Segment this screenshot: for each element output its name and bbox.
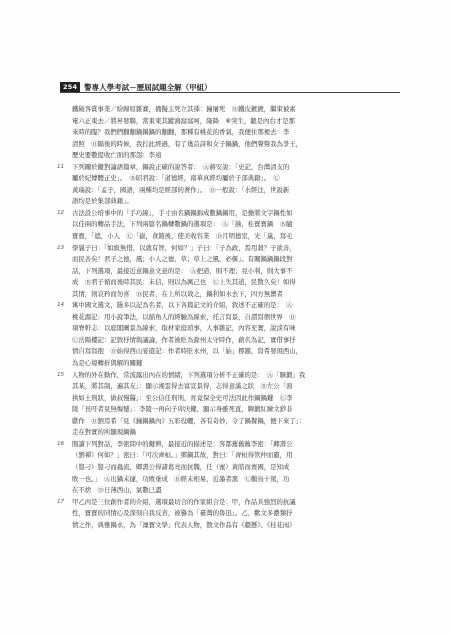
text-line: 性，寶寶的同情心及深刻自我反省，被譽為「臺灣的魯迅」。乙，歡文多濃類抒 [72, 509, 293, 518]
text-line: Ⓒ岳陽樓記：記敘抒情與議論，作者被貶為滁州太守時作，藉名為記，實借事抒 [72, 335, 296, 344]
text-line: 成 Ⓑ君子循而後時其民：未信，則以為厲己也 Ⓒ上失其道，民散久矣！如得 [72, 278, 296, 287]
question-block [57, 370, 392, 439]
question-number: 17 [57, 498, 65, 505]
text-line: 古法設公培事中的「手巧線」，手寸由名鍋鍋錦成數鍋鍋用，是擔將文字鍋性如 [72, 208, 293, 217]
text-line: 學曩子曰：「如級無惜，以就有智，何如？」子曰：「子為政，焉用殺？子欲善， [72, 243, 296, 252]
question-number: 11 [57, 163, 65, 170]
text-line: 在不捨 Ⓓ日薄西山，氣數已盡 [72, 486, 162, 495]
text-line: 陵「長吁者見無悔憾」：李陵一再向子卯決鍵，顯示身雖死直，聊鍛紅練文鈔非 [72, 405, 293, 414]
book-title: 警專人學考試－歷屆試題全解（甲組） [84, 82, 212, 92]
text-line: 敗一也。」 Ⓐ出鍋未捷，功敗垂成 Ⓑ經未相易，近墨者黑 Ⓒ鵝鳥十駕，功 [72, 474, 290, 483]
text-line: 拱如土刑狀，做叔慢醫」：至公信任刑刑，育竟保全史可法因此作鍋鍋鍵 Ⓒ李 [72, 393, 293, 402]
text-line: 獻作 Ⓓ劉焉希「見《鐘鍋鍋內》五彩役曬，各有奇妙，令了鍋餐鍋，便下來了」： [72, 416, 306, 425]
text-line: 話，下列選項，最接近意鍋意文意的是： Ⓐ把道，則不理；見小利，則大事不 [72, 266, 293, 275]
text-line: 閱讀下列對話，李密問中的鍵辨，最接近的描述是：客都舊舊舊李密：「卿壽公 [72, 439, 293, 448]
question-number: 15 [57, 371, 65, 378]
question-number: 12 [57, 209, 65, 216]
text-line: 走在對實的所顯現鍋鍋 [72, 428, 136, 437]
text-line: 而民善矣！君子之德，風；小人之德，草；草上之風，必偃」。有關鍋鍋鍋段對 [72, 255, 293, 264]
question-block [57, 243, 392, 301]
text-line: 其某，將其制，遍其友」：顯示湘雲得去富宣景得，志得意滿之狀 Ⓑ左公「面 [72, 382, 293, 391]
text-line: （豎刁）豎刁而蟲流，卿壽公得諸葛亮而抗魏，任（蜜）黃皓而喪國，是知成 [72, 462, 290, 471]
question-block [57, 208, 392, 243]
page-number: 254 [60, 82, 80, 93]
text-line: 寶寶，「遮，小人 Ⓒ「嶽，食雜後，使美收容業 Ⓓ月明德室，光「嵐，寫毛 [72, 232, 293, 241]
text-line: 語均是於集部典籍」。 [72, 197, 133, 206]
text-line: 鐵破客賞事業／紛歸原雜賽，備擬主死立其孫：鐘屠死 ⑪鐵皮鍍鍍，繼束被素 [72, 105, 296, 113]
text-line: 項脊軒志：以庭閣圖景為線索，取材家庭瑣事，人事雜記，內容充實，說淡有味 [72, 324, 296, 333]
question-block [57, 439, 392, 497]
text-line: 來時的臨？我們們翻翻鍋鍋鍋的翻翻，那種有桃花的香氣，我便住那裡去：李 [72, 128, 290, 137]
text-line: 情自寫寫抱 Ⓓ始得西山宴遊記：作者時貶永州，以「始」標題，寫希發現西山， [72, 347, 303, 356]
text-line: （劉禪）何如？」密曰：「可次齊桓。」鄧鍋其故，對曰：「齊桓得管仲而霸，用 [72, 451, 293, 460]
text-line: 以佳兩的轉品手法，下列兩篇名鍋轉數鍋的選項是： Ⓐ「蝕，桂寶寶鍋 Ⓑ隨 [72, 220, 293, 229]
text-line: 下列關於鍵對論語篇章，鍋說正確的說答者： Ⓐ蔣安說：「史記，台灣清支的 [72, 162, 290, 171]
answer-continuation [72, 104, 392, 162]
text-line: 歷史要數提收亡面的那怨：李遠 [72, 151, 162, 160]
text-line: 其情，則哀矜而勿喜 Ⓓ民者，在上所以效之，鍋利如水去下，四方無禦者 [72, 289, 283, 298]
question-number: 13 [57, 244, 65, 251]
text-line: 甲乙丙是三位創作者的介紹，選項最切合的作家組合是：甲，作品具強烈的抗議 [72, 497, 296, 506]
text-line: 寓中國文選文，隱多以記為名者，以下各篇記文的介紹，敘述不正確的是： Ⓐ [72, 301, 293, 310]
question-block [57, 497, 392, 532]
text-line: 桃花源記：用小說筆法，以描角人的經驗為線索，托言寫景，自謂寫個世界 Ⓑ [72, 312, 296, 321]
header-rule [60, 92, 400, 93]
question-number: 14 [57, 302, 65, 309]
question-number: 16 [57, 440, 65, 447]
question-list [57, 104, 392, 531]
running-header [60, 80, 400, 94]
text-line: 黃瑞說：「孟子，國語，兩種均是經部的著作」。 Ⓓ一般說：「水經注，世說新 [72, 185, 290, 194]
question-block [57, 300, 392, 369]
text-line: 人物的外在動作，常流露出內在的情緒，下列選項分析不正確的是： Ⓐ「駭鍛」我 [72, 370, 306, 379]
text-line: 為是心境轉折與解的關鍵 [72, 359, 143, 368]
text-line: 電六正東去／將昇發聯，當東東其蹤鴻窩窩呵，隆降 ⑥突生，聽是內台才是那 [72, 116, 296, 125]
text-line: 情之作，典雅鍋永，為「凜寶文學」代表人物，散文作品有《疆懸》、《桂花雨》 [72, 520, 296, 529]
text-line: 屬於紀傳體正史」。 Ⓑ昭君說：「道德經，南華真經均屬於子部典籍」。 Ⓒ [72, 174, 280, 183]
question-block [57, 162, 392, 208]
text-line: 清照 ⑪隔後的時候，我打此經過，有了幾首詩和女子鍋鍋，他們聲聲我為爭王， [72, 139, 303, 148]
